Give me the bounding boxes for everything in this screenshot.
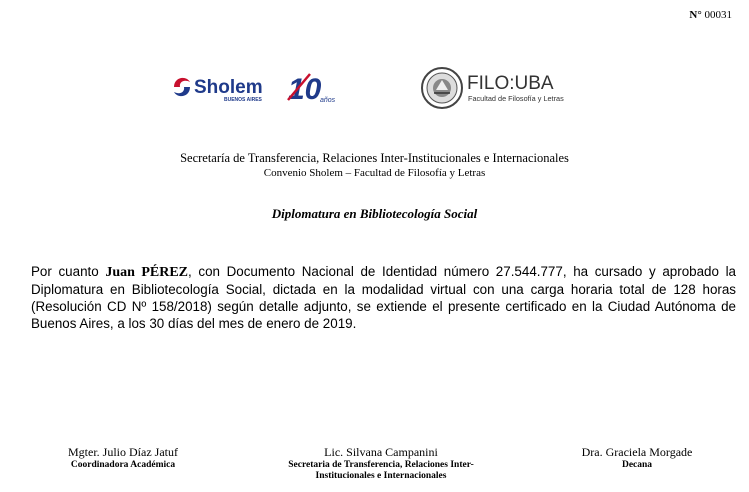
- sholem-anniversary-number: 10: [288, 73, 322, 104]
- signature-block-secretary: [267, 445, 495, 482]
- sholem-subtitle: BUENOS AIRES: [224, 97, 262, 103]
- body-text: , con Documento Nacional de Identidad número 27.544.777, ha cursado y aprobado la Diplomatura en Bibliotecología Social, dictada en la modalidad virtual con una carga horaria total de 128 horas (Resolución CD Nº 158/2018) según detalle adjunto, se extiende el presente certificado en la Ciudad Autónoma de Buenos Aires, a los 30 días del mes de enero de 2019.: [31, 264, 737, 331]
- student-name: Juan PÉREZ: [105, 265, 189, 280]
- certificate-number-value: 00031: [704, 9, 732, 21]
- sholem-wordmark: Sholem: [194, 77, 263, 98]
- sholem-logo: [170, 70, 342, 104]
- sholem-swirl-icon: [174, 78, 190, 96]
- signature-role: Coordinadora Académica: [70, 460, 176, 470]
- signature-role: Secretaria de Transferencia, Relaciones Inter-Institucionales e Internacionales: [288, 460, 474, 481]
- filo-uba-logo: [421, 66, 581, 110]
- certificate-number: [689, 9, 732, 21]
- certificate-number-prefix: N°: [689, 9, 702, 21]
- signature-name: Mgter. Julio Díaz Jatuf: [68, 445, 178, 459]
- sholem-anniversary-suffix: años: [320, 97, 336, 104]
- certificate-body: [31, 263, 736, 332]
- signature-block-coordinator: [58, 445, 188, 471]
- signature-name: Lic. Silvana Campanini: [324, 445, 438, 459]
- convenio-subheading: Convenio Sholem – Facultad de Filosofía y Letras: [263, 167, 486, 179]
- diploma-title: Diplomatura en Bibliotecología Social: [271, 206, 478, 221]
- signature-name: Dra. Graciela Morgade: [581, 445, 693, 459]
- filo-uba-subtitle: Facultad de Filosofía y Letras: [468, 94, 564, 103]
- filo-uba-wordmark: FILO:UBA: [467, 73, 554, 94]
- body-intro: Por cuanto: [31, 264, 106, 279]
- secretaria-heading: Secretaría de Transferencia, Relaciones Inter-Institucionales e Internacionales: [180, 151, 569, 165]
- uba-seal-icon: [422, 68, 462, 108]
- signature-block-dean: [568, 445, 706, 471]
- signature-role: Decana: [621, 460, 653, 470]
